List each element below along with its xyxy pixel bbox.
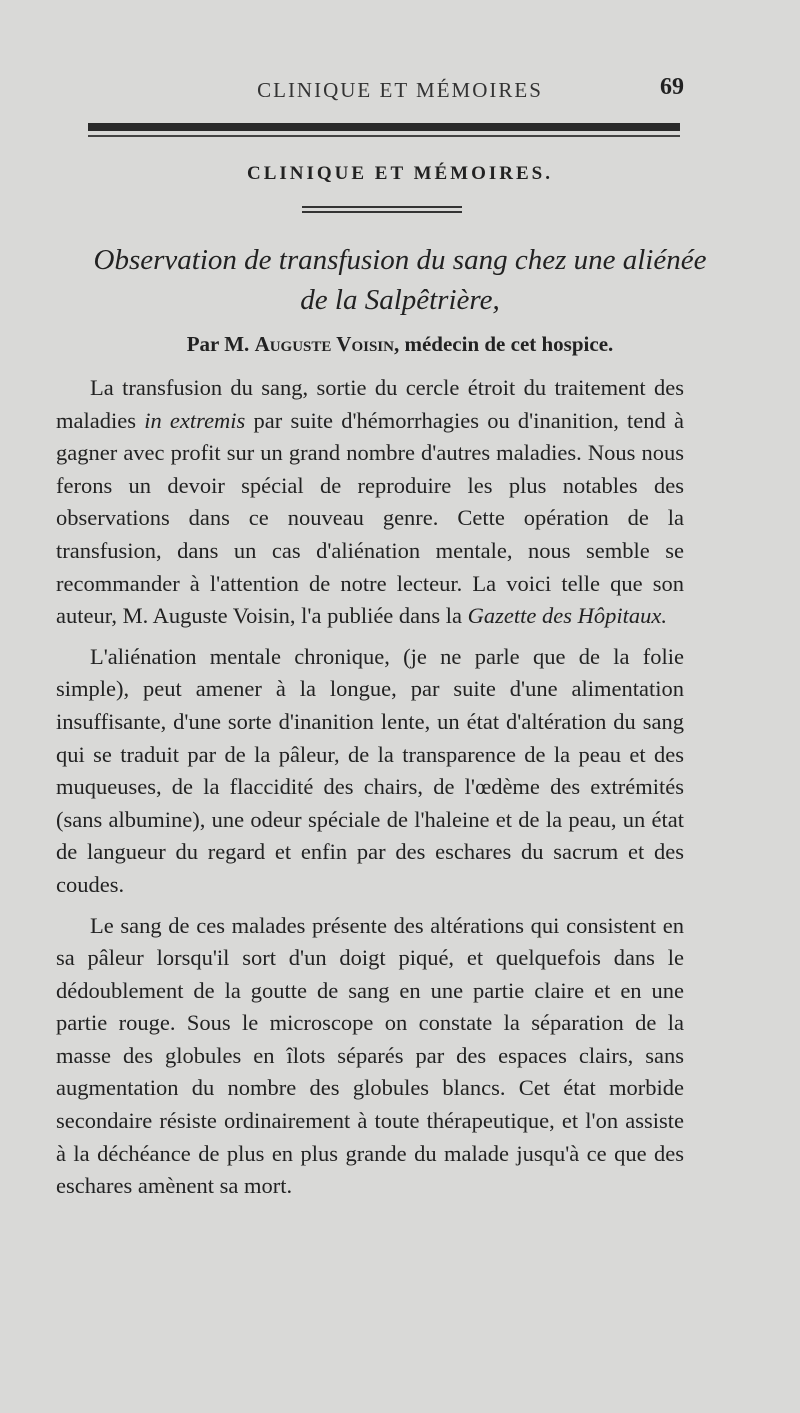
article-body bbox=[56, 372, 684, 1211]
section-title: CLINIQUE ET MÉMOIRES. bbox=[246, 163, 553, 184]
paragraph-3: Le sang de ces malades présente des altérations qui consistent en sa pâleur lorsqu'il sort d'un doigt piqué, et quelquefois dans le dédoublement de la goutte de sang en une partie claire et en une partie rouge. Sous le microscope on constate la séparation de la masse des globules en îlots séparés par des espaces clairs, sans augmentation du nombre des globules blancs. Cet état morbide secondaire résiste ordinairement à toute thérapeutique, et l'on assiste à la déchéance de plus en plus grande du malade jusqu'à ce que des eschares amènent sa mort. bbox=[56, 912, 684, 1199]
paragraph-2: L'aliénation mentale chronique, (je ne parle que de la folie simple), peut amener à la longue, par suite d'une alimentation insuffisante, d'une sorte d'inanition lente, un état d'altération du sang qui se traduit par de la pâleur, de la transparence de la peau et des muqueuses, de la flaccidité des chairs, de l'œdème des extrémités (sans albumine), une odeur spéciale de l'haleine et de la peau, un état de langueur du regard et enfin par des eschares du sacrum et des coudes. bbox=[56, 643, 684, 897]
paragraph-1-italic-2: Gazette des Hôpitaux. bbox=[467, 603, 667, 629]
section-rule-bottom bbox=[302, 211, 462, 213]
page-number: 69 bbox=[660, 74, 684, 100]
paragraph-1-italic-1: in extremis bbox=[144, 407, 246, 433]
byline-author: Auguste Voisin, bbox=[254, 332, 400, 356]
paragraph-1-part-b: par suite d'hémorrhagies ou d'inanition, tend à gagner avec profit sur un grand nombre d'autres maladies. Nous nous ferons un devoir spécial de reproduire les plus notables des observations dans ce nouveau genre. Cette opération de la transfusion, dans un cas d'aliénation mentale, nous semble se recommander à l'attention de notre lecteur. La voici telle que son auteur, M. Auguste Voisin, l'a publiée dans la bbox=[56, 407, 684, 629]
byline-prefix: Par M. bbox=[186, 332, 250, 356]
running-header: CLINIQUE ET MÉMOIRES bbox=[257, 78, 543, 102]
paragraph-1-part-a: La transfusion du sang, sortie du cercle étroit du traitement des maladies bbox=[56, 375, 684, 433]
header-rule-thick bbox=[88, 123, 680, 131]
section-rule-top bbox=[302, 206, 462, 208]
paragraph-1 bbox=[56, 372, 684, 633]
article-title bbox=[30, 240, 770, 320]
byline bbox=[0, 332, 800, 357]
header-rule-thin bbox=[88, 135, 680, 137]
article-title-line-2: de la Salpêtrière, bbox=[300, 284, 500, 316]
byline-suffix: médecin de cet hospice. bbox=[404, 332, 614, 356]
article-title-line-1: Observation de transfusion du sang chez une aliénée bbox=[93, 244, 707, 276]
